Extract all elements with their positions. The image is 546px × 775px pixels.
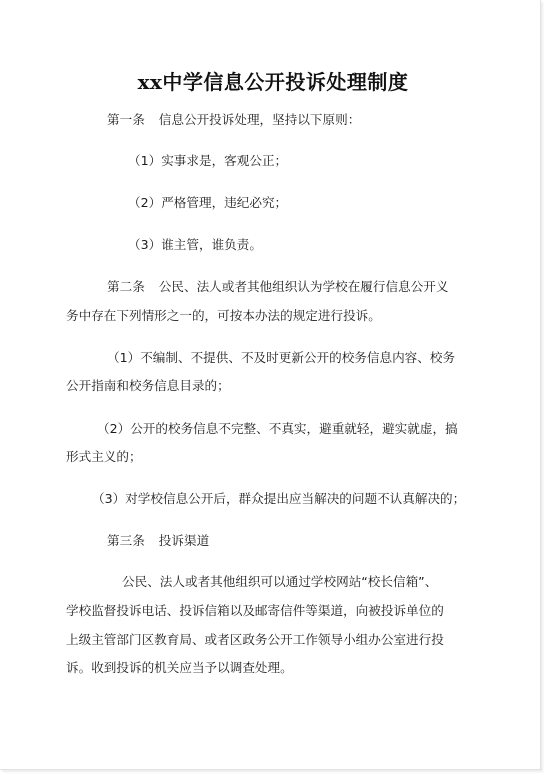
article3-body-line-1: 公民、法人或者其他组织可以通过学校网站“校长信箱”、: [122, 574, 438, 589]
article2-item2-line-2: 形式主义的；: [66, 449, 142, 464]
article2-line-2: 务中存在下列情形之一的，可按本办法的规定进行投诉。: [66, 308, 381, 323]
article1-heading: 第一条: [107, 112, 145, 127]
article2-item1-line-2: 公开指南和校务信息目录的；: [66, 378, 230, 393]
article2-text-1: 公民、法人或者其他组织认为学校在履行信息公开义: [158, 279, 449, 294]
article3-heading: 第三条: [107, 533, 145, 548]
article2-item2-line-1: （2）公开的校务信息不完整、不真实，避重就轻，避实就虚，搞: [97, 421, 458, 436]
article3-body-line-4: 诉。收到投诉的机关应当予以调查处理。: [66, 660, 293, 675]
article2-heading: 第二条: [107, 279, 145, 294]
article1-item-3: （3）谁主管，谁负责。: [128, 237, 262, 252]
article1-item-2: （2）严格管理，违纪必究；: [128, 195, 288, 210]
article2-item3: （3）对学校信息公开后，群众提出应当解决的问题不认真解决的；: [92, 491, 466, 506]
article3-line: [107, 533, 209, 549]
article1-item-1: （1）实事求是，客观公正；: [128, 153, 288, 168]
article3-text: 投诉渠道: [158, 533, 210, 548]
article1-line: [107, 112, 360, 128]
article1-text: 信息公开投诉处理，坚持以下原则：: [158, 112, 361, 127]
document-title: xx中学信息公开投诉处理制度: [137, 70, 409, 94]
article2-item1-line-1: （1）不编制、不提供、不及时更新公开的校务信息内容、校务: [107, 350, 456, 365]
article3-body-line-2: 学校监督投诉电话、投诉信箱以及邮寄信件等渠道，向被投诉单位的: [66, 603, 444, 618]
article3-body-line-3: 上级主管部门区教育局、或者区政务公开工作领导小组办公室进行投: [66, 632, 444, 647]
article2-line-1: [107, 279, 448, 295]
